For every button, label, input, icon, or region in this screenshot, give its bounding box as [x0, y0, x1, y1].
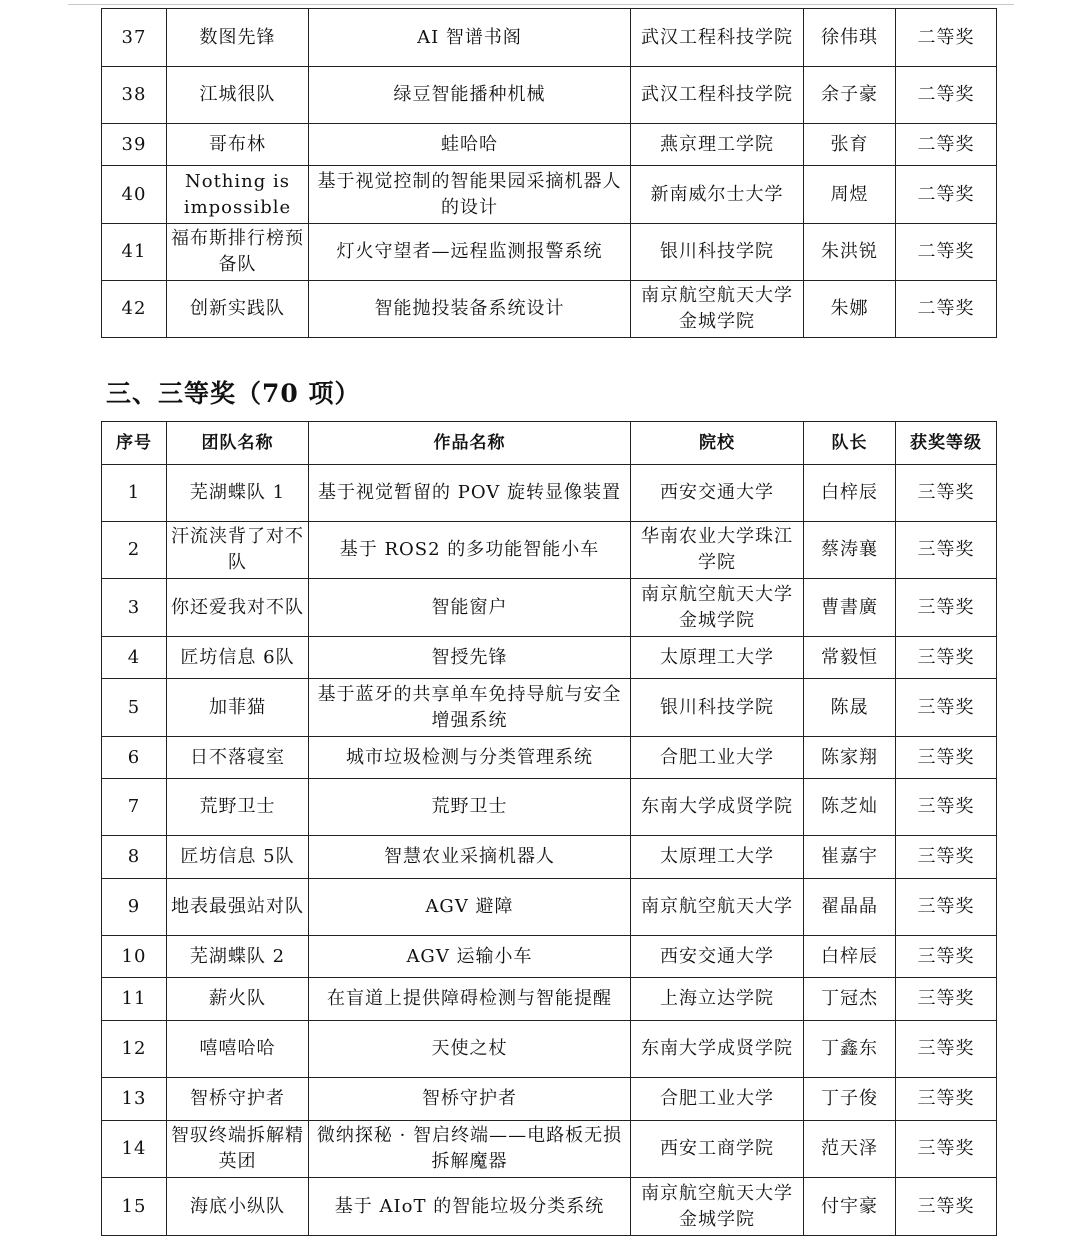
school-name: 武汉工程科技学院 [631, 67, 804, 124]
award-level: 三等奖 [896, 1121, 997, 1178]
table-row [102, 522, 997, 579]
leader-name: 丁鑫东 [804, 1021, 896, 1078]
row-number: 14 [102, 1121, 167, 1178]
header-work: 作品名称 [309, 422, 631, 465]
school-name: 华南农业大学珠江学院 [631, 522, 804, 579]
school-name: 南京航空航天大学金城学院 [631, 281, 804, 338]
award-level: 三等奖 [896, 779, 997, 836]
team-name: 汗流浃背了对不队 [167, 522, 309, 579]
leader-name: 徐伟琪 [804, 9, 896, 67]
leader-name: 陈晟 [804, 679, 896, 737]
award-level: 三等奖 [896, 465, 997, 522]
table-row [102, 1078, 997, 1121]
third-prize-table-body [102, 465, 997, 1236]
team-name: 江城很队 [167, 67, 309, 124]
table-row [102, 465, 997, 522]
school-name: 银川科技学院 [631, 224, 804, 281]
school-name: 新南威尔士大学 [631, 166, 804, 224]
school-name: 东南大学成贤学院 [631, 1021, 804, 1078]
award-level: 三等奖 [896, 637, 997, 679]
team-name: 创新实践队 [167, 281, 309, 338]
school-name: 南京航空航天大学金城学院 [631, 579, 804, 637]
school-name: 太原理工大学 [631, 637, 804, 679]
award-level: 三等奖 [896, 1078, 997, 1121]
school-name: 银川科技学院 [631, 679, 804, 737]
row-number: 38 [102, 67, 167, 124]
leader-name: 陈芝灿 [804, 779, 896, 836]
school-name: 合肥工业大学 [631, 737, 804, 779]
header-leader: 队长 [804, 422, 896, 465]
header-team: 团队名称 [167, 422, 309, 465]
leader-name: 张育 [804, 124, 896, 166]
row-number: 10 [102, 936, 167, 978]
work-title: 城市垃圾检测与分类管理系统 [309, 737, 631, 779]
leader-name: 翟晶晶 [804, 879, 896, 936]
leader-name: 常毅恒 [804, 637, 896, 679]
team-name: 加菲猫 [167, 679, 309, 737]
award-level: 三等奖 [896, 879, 997, 936]
team-name: 数图先锋 [167, 9, 309, 67]
row-number: 12 [102, 1021, 167, 1078]
table-row [102, 579, 997, 637]
leader-name: 丁冠杰 [804, 978, 896, 1021]
school-name: 南京航空航天大学 [631, 879, 804, 936]
row-number: 15 [102, 1178, 167, 1236]
row-number: 2 [102, 522, 167, 579]
work-title: 智能窗户 [309, 579, 631, 637]
school-name: 燕京理工学院 [631, 124, 804, 166]
work-title: AI 智谱书阁 [309, 9, 631, 67]
team-name: 哥布林 [167, 124, 309, 166]
school-name: 西安交通大学 [631, 936, 804, 978]
row-number: 11 [102, 978, 167, 1021]
header-no: 序号 [102, 422, 167, 465]
table-row [102, 679, 997, 737]
school-name: 西安交通大学 [631, 465, 804, 522]
award-level: 二等奖 [896, 124, 997, 166]
team-name: 你还爱我对不队 [167, 579, 309, 637]
award-level: 三等奖 [896, 1178, 997, 1236]
team-name: 匠坊信息 6队 [167, 637, 309, 679]
table-row [102, 67, 997, 124]
table-row [102, 737, 997, 779]
row-number: 41 [102, 224, 167, 281]
work-title: 微纳探秘 · 智启终端——电路板无损拆解魔器 [309, 1121, 631, 1178]
school-name: 南京航空航天大学金城学院 [631, 1178, 804, 1236]
team-name: 匠坊信息 5队 [167, 836, 309, 879]
team-name: 芜湖蝶队 1 [167, 465, 309, 522]
work-title: 基于 AIoT 的智能垃圾分类系统 [309, 1178, 631, 1236]
school-name: 上海立达学院 [631, 978, 804, 1021]
leader-name: 丁子俊 [804, 1078, 896, 1121]
table-row [102, 1021, 997, 1078]
work-title: 智桥守护者 [309, 1078, 631, 1121]
team-name: 嘻嘻哈哈 [167, 1021, 309, 1078]
team-name: 智桥守护者 [167, 1078, 309, 1121]
header-school: 院校 [631, 422, 804, 465]
award-level: 三等奖 [896, 679, 997, 737]
award-level: 三等奖 [896, 579, 997, 637]
leader-name: 蔡涛襄 [804, 522, 896, 579]
table-header-row [102, 422, 997, 465]
leader-name: 崔嘉宇 [804, 836, 896, 879]
team-name: 智驭终端拆解精英团 [167, 1121, 309, 1178]
row-number: 5 [102, 679, 167, 737]
leader-name: 曹書廣 [804, 579, 896, 637]
table-row [102, 224, 997, 281]
team-name: 海底小纵队 [167, 1178, 309, 1236]
award-level: 二等奖 [896, 67, 997, 124]
table-row [102, 637, 997, 679]
second-prize-table [101, 8, 997, 338]
row-number: 37 [102, 9, 167, 67]
page-top-divider [68, 4, 1014, 5]
row-number: 13 [102, 1078, 167, 1121]
leader-name: 陈家翔 [804, 737, 896, 779]
team-name: 福布斯排行榜预备队 [167, 224, 309, 281]
award-level: 三等奖 [896, 1021, 997, 1078]
work-title: 荒野卫士 [309, 779, 631, 836]
work-title: 在盲道上提供障碍检测与智能提醒 [309, 978, 631, 1021]
table-row [102, 836, 997, 879]
team-name: 芜湖蝶队 2 [167, 936, 309, 978]
work-title: 智能抛投装备系统设计 [309, 281, 631, 338]
award-level: 三等奖 [896, 836, 997, 879]
work-title: 智慧农业采摘机器人 [309, 836, 631, 879]
second-prize-table-body [102, 9, 997, 338]
section-title: 三、三等奖（70 项） [106, 379, 361, 408]
leader-name: 余子豪 [804, 67, 896, 124]
row-number: 8 [102, 836, 167, 879]
award-level: 二等奖 [896, 166, 997, 224]
work-title: AGV 运输小车 [309, 936, 631, 978]
school-name: 合肥工业大学 [631, 1078, 804, 1121]
row-number: 7 [102, 779, 167, 836]
team-name: 日不落寝室 [167, 737, 309, 779]
school-name: 西安工商学院 [631, 1121, 804, 1178]
work-title: 蛙哈哈 [309, 124, 631, 166]
work-title: 灯火守望者—远程监测报警系统 [309, 224, 631, 281]
table-row [102, 9, 997, 67]
row-number: 42 [102, 281, 167, 338]
work-title: AGV 避障 [309, 879, 631, 936]
school-name: 太原理工大学 [631, 836, 804, 879]
table-row [102, 166, 997, 224]
school-name: 武汉工程科技学院 [631, 9, 804, 67]
work-title: 绿豆智能播种机械 [309, 67, 631, 124]
leader-name: 朱娜 [804, 281, 896, 338]
award-level: 二等奖 [896, 281, 997, 338]
award-level: 二等奖 [896, 9, 997, 67]
table-row [102, 779, 997, 836]
team-name: 薪火队 [167, 978, 309, 1021]
table-row [102, 978, 997, 1021]
work-title: 基于视觉控制的智能果园采摘机器人的设计 [309, 166, 631, 224]
row-number: 6 [102, 737, 167, 779]
award-level: 三等奖 [896, 737, 997, 779]
work-title: 天使之杖 [309, 1021, 631, 1078]
work-title: 智授先锋 [309, 637, 631, 679]
row-number: 1 [102, 465, 167, 522]
team-name: 荒野卫士 [167, 779, 309, 836]
table-row [102, 124, 997, 166]
work-title: 基于 ROS2 的多功能智能小车 [309, 522, 631, 579]
school-name: 东南大学成贤学院 [631, 779, 804, 836]
award-level: 三等奖 [896, 522, 997, 579]
leader-name: 周煜 [804, 166, 896, 224]
row-number: 4 [102, 637, 167, 679]
row-number: 40 [102, 166, 167, 224]
third-prize-table [101, 421, 997, 1236]
table-row [102, 879, 997, 936]
work-title: 基于蓝牙的共享单车免持导航与安全增强系统 [309, 679, 631, 737]
table-row [102, 936, 997, 978]
award-level: 二等奖 [896, 224, 997, 281]
table-row [102, 281, 997, 338]
work-title: 基于视觉暂留的 POV 旋转显像装置 [309, 465, 631, 522]
award-level: 三等奖 [896, 978, 997, 1021]
row-number: 9 [102, 879, 167, 936]
header-level: 获奖等级 [896, 422, 997, 465]
leader-name: 白梓辰 [804, 936, 896, 978]
leader-name: 朱洪锐 [804, 224, 896, 281]
leader-name: 范天泽 [804, 1121, 896, 1178]
award-level: 三等奖 [896, 936, 997, 978]
leader-name: 白梓辰 [804, 465, 896, 522]
leader-name: 付宇豪 [804, 1178, 896, 1236]
row-number: 3 [102, 579, 167, 637]
table-row [102, 1121, 997, 1178]
team-name: 地表最强站对队 [167, 879, 309, 936]
row-number: 39 [102, 124, 167, 166]
table-row [102, 1178, 997, 1236]
team-name: Nothing is impossible [167, 166, 309, 224]
